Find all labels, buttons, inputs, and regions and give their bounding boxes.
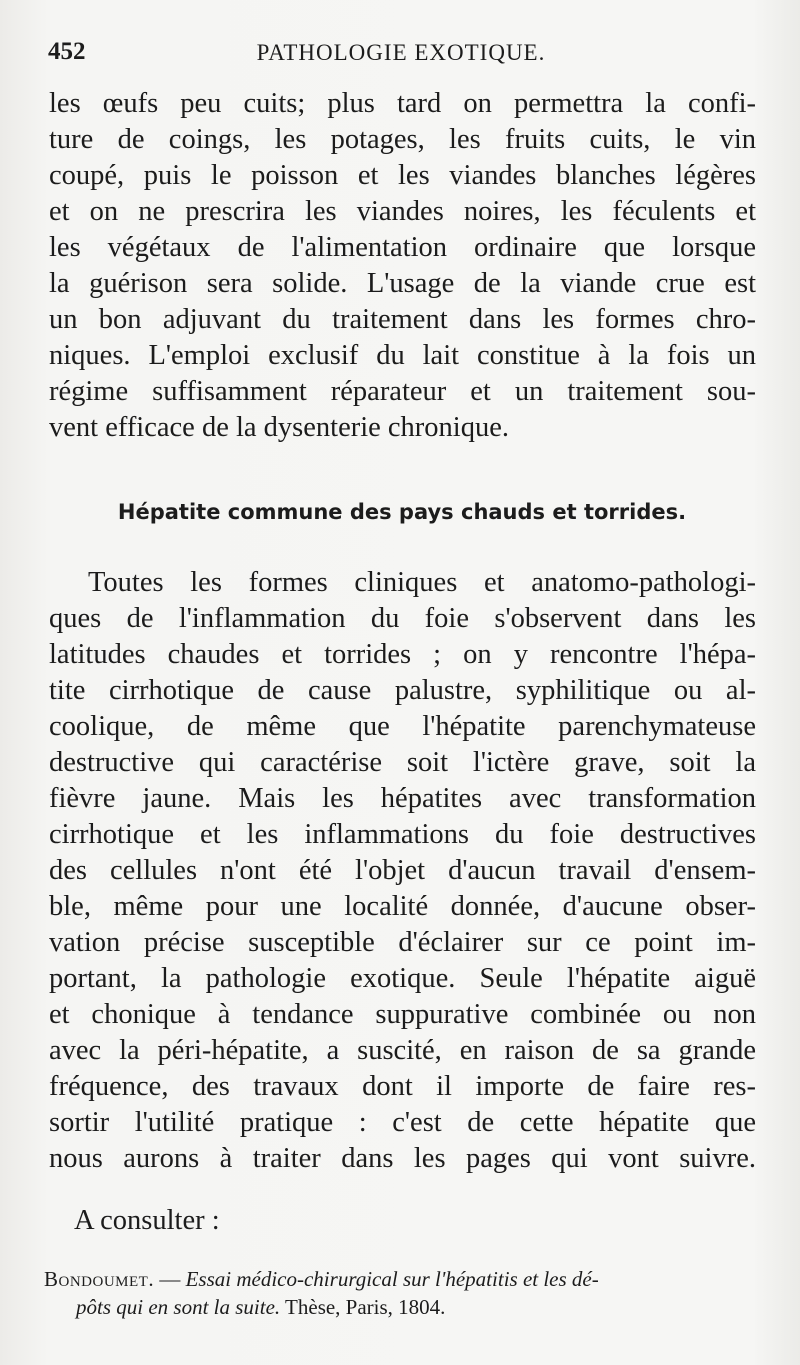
text-line: destructive qui caractérise soit l'ictère grave, soit la <box>49 747 756 778</box>
text-line: des cellules n'ont été l'objet d'aucun travail d'ensem- <box>49 855 756 886</box>
text-line: coupé, puis le poisson et les viandes blanches légères <box>49 160 756 191</box>
text-line: niques. L'emploi exclusif du lait constitue à la fois un <box>49 340 756 371</box>
text-line: vation précise susceptible d'éclairer sur ce point im- <box>49 927 756 958</box>
text-line: fièvre jaune. Mais les hépatites avec transformation <box>49 783 756 814</box>
text-line: sortir l'utilité pratique : c'est de cette hépatite que <box>49 1107 756 1138</box>
text-line: ble, même pour une localité donnée, d'aucune obser- <box>49 891 756 922</box>
consult-label: A consulter : <box>74 1205 220 1236</box>
reference-author: Bondoumet. <box>44 1267 155 1291</box>
reference-dash: — <box>154 1267 186 1291</box>
reference-title-part-2: pôts qui en sont la suite. <box>76 1295 281 1319</box>
running-title: PATHOLOGIE EXOTIQUE. <box>256 40 546 65</box>
text-line: régime suffisamment réparateur et un traitement sou- <box>49 376 756 407</box>
text-line: les œufs peu cuits; plus tard on permettra la confi- <box>49 88 756 119</box>
text-line: nous aurons à traiter dans les pages qui vont suivre. <box>49 1143 756 1174</box>
text-line: et chonique à tendance suppurative combinée ou non <box>49 999 756 1030</box>
text-line: coolique, de même que l'hépatite parenchymateuse <box>49 711 756 742</box>
text-line: et on ne prescrira les viandes noires, les féculents et <box>49 196 756 227</box>
text-line: vent efficace de la dysenterie chronique. <box>49 412 509 443</box>
text-line: un bon adjuvant du traitement dans les formes chro- <box>49 304 756 335</box>
text-line: avec la péri-hépatite, a suscité, en raison de sa grande <box>49 1035 756 1066</box>
text-line: la guérison sera solide. L'usage de la viande crue est <box>49 268 756 299</box>
reference-title-part-1: Essai médico-chirurgical sur l'hépatitis et les dé- <box>185 1267 599 1291</box>
reference-line-2 <box>76 1293 788 1321</box>
page-header <box>48 38 754 78</box>
text-line: les végétaux de l'alimentation ordinaire que lorsque <box>49 232 756 263</box>
text-line: cirrhotique et les inflammations du foie destructives <box>49 819 756 850</box>
text-line: Toutes les formes cliniques et anatomo-pathologi- <box>88 567 756 598</box>
page-number: 452 <box>48 38 86 65</box>
reference-line-1 <box>44 1265 756 1293</box>
text-line: latitudes chaudes et torrides ; on y rencontre l'hépa- <box>49 639 756 670</box>
section-heading: Hépatite commune des pays chauds et torrides. <box>117 500 687 524</box>
reference-publication: Thèse, Paris, 1804. <box>280 1295 446 1319</box>
text-line: ture de coings, les potages, les fruits cuits, le vin <box>49 124 756 155</box>
text-line: ques de l'inflammation du foie s'observent dans les <box>49 603 756 634</box>
text-line: portant, la pathologie exotique. Seule l'hépatite aiguë <box>49 963 756 994</box>
text-line: fréquence, des travaux dont il importe de faire res- <box>49 1071 756 1102</box>
text-line: tite cirrhotique de cause palustre, syphilitique ou al- <box>49 675 756 706</box>
